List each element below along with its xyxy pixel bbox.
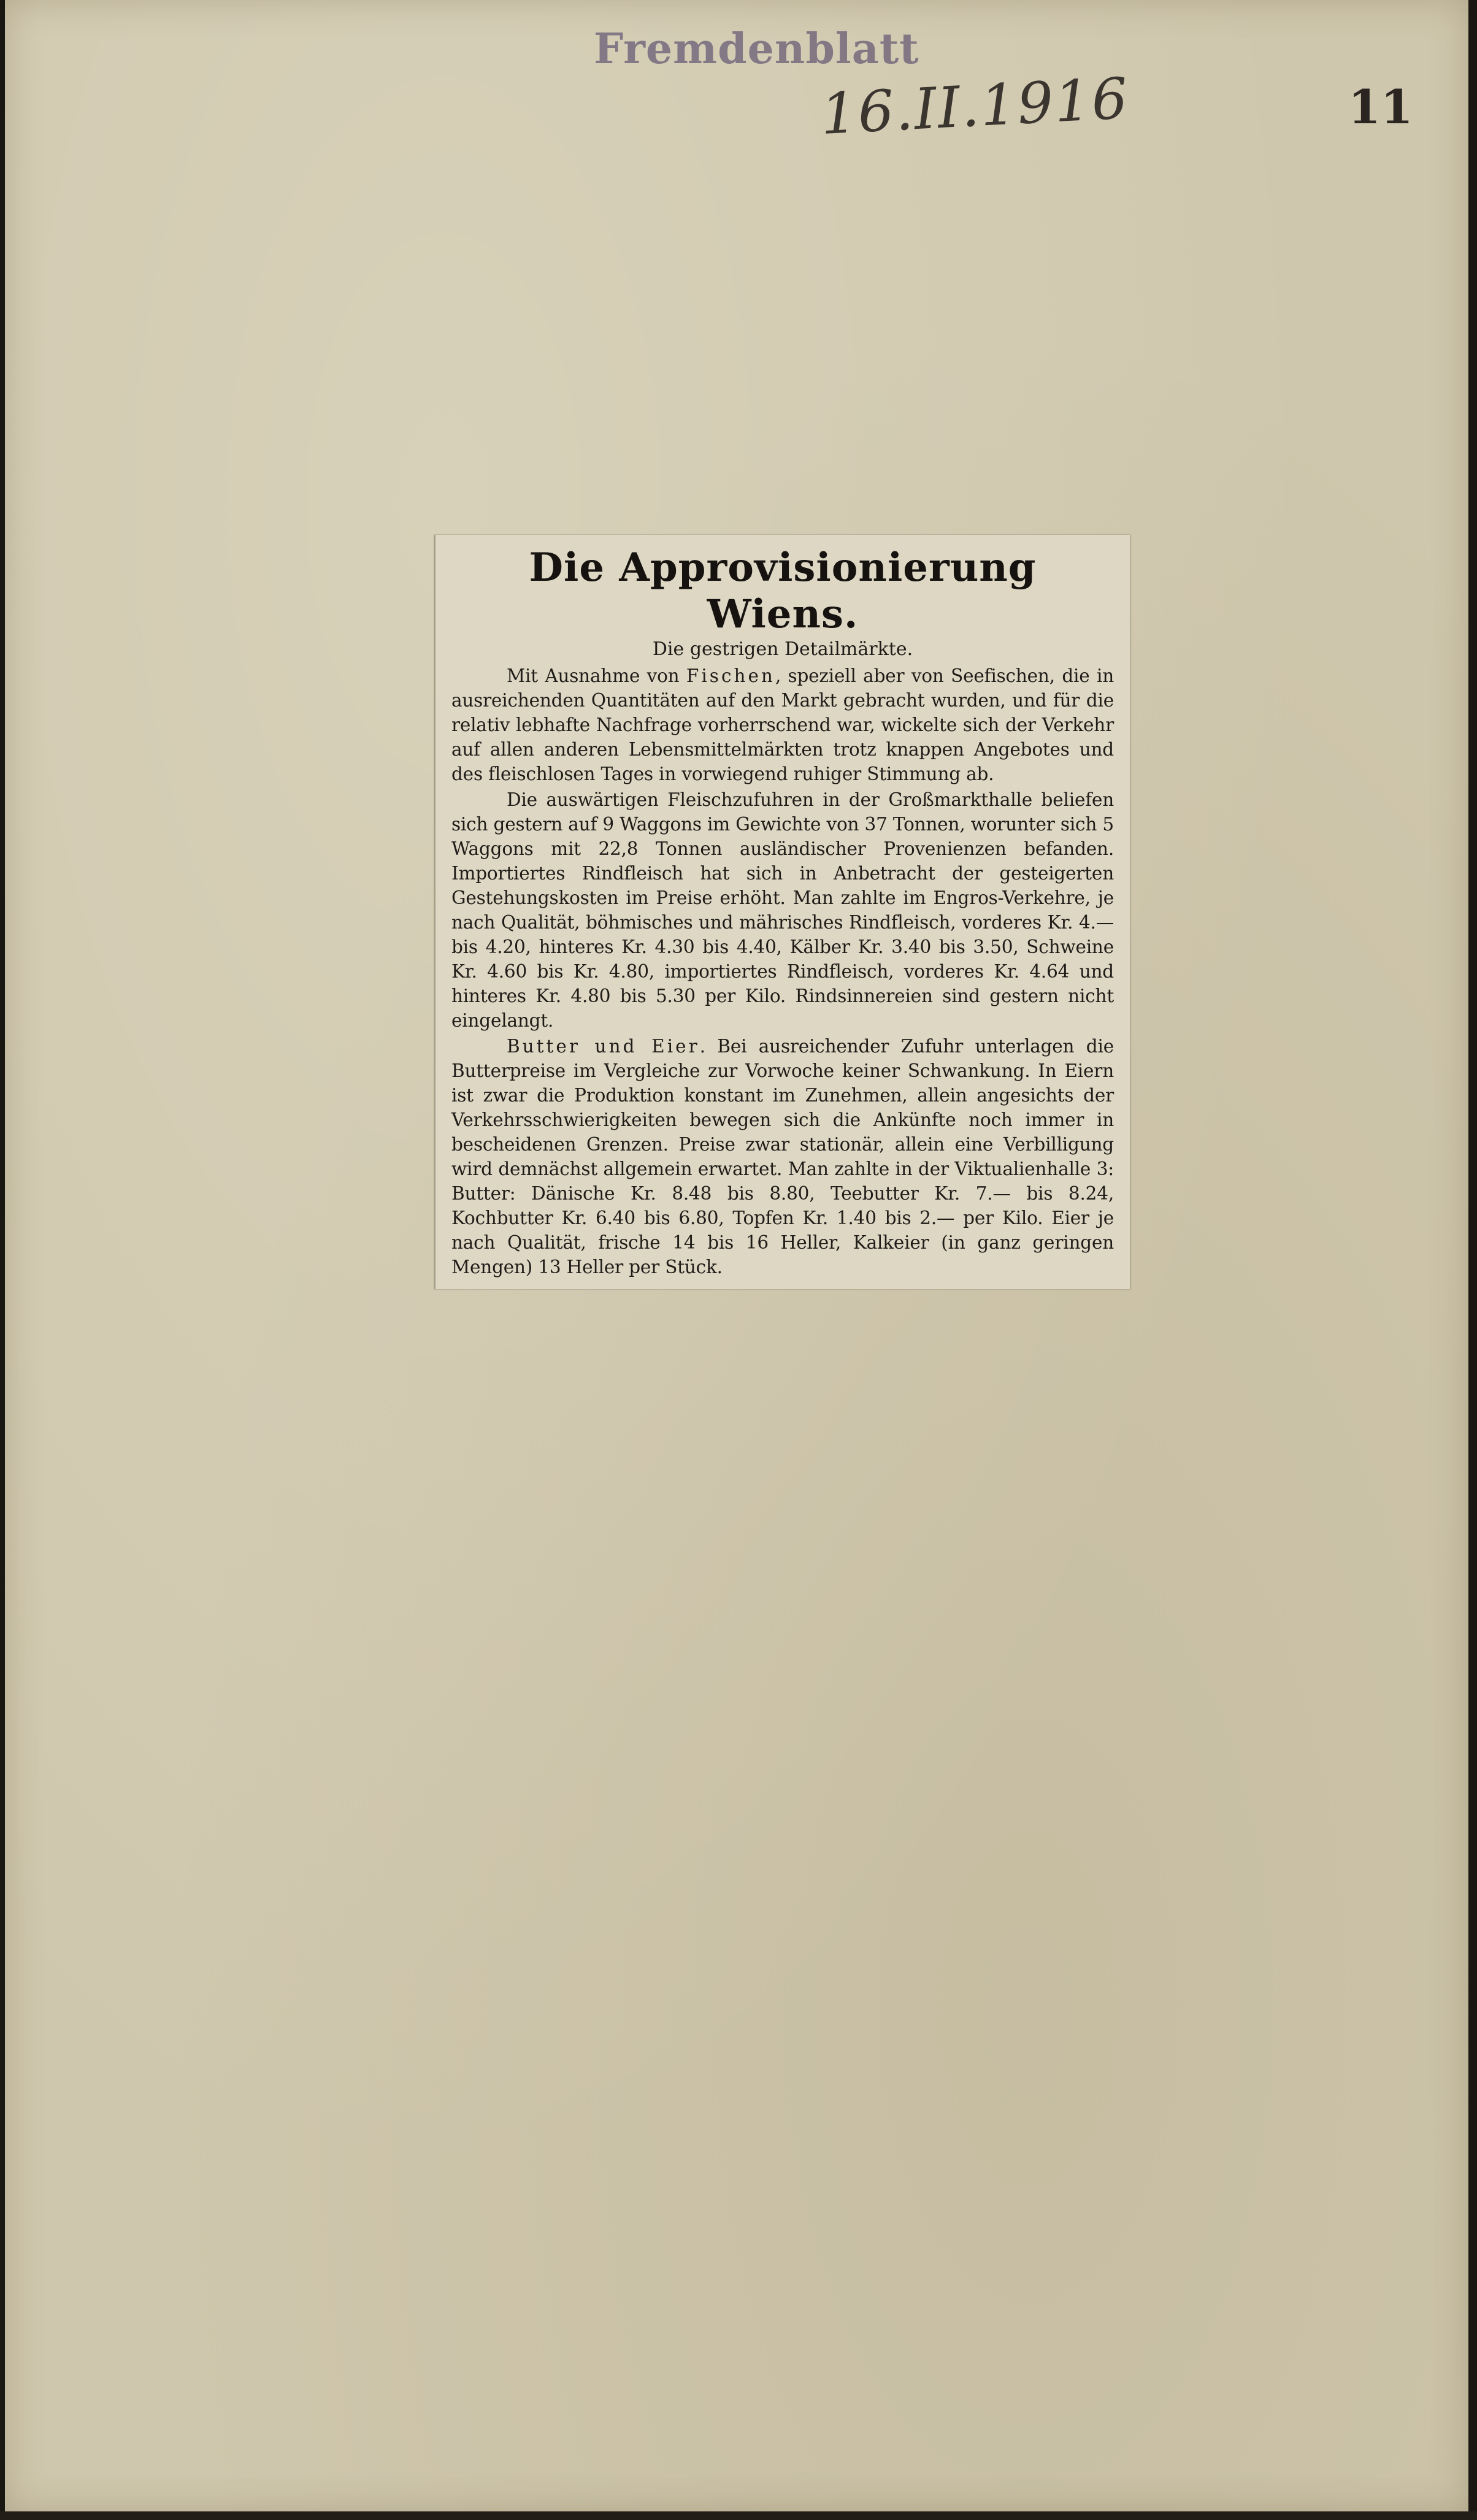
paragraph-1-lead: Mit Ausnahme von xyxy=(507,665,686,686)
scan-bottom-edge xyxy=(0,2511,1477,2520)
article-paragraph-3 xyxy=(451,1034,1114,1279)
paragraph-1-spaced: Fischen xyxy=(686,665,775,686)
article-paragraph-2 xyxy=(451,787,1114,1033)
newspaper-clipping xyxy=(434,535,1130,1289)
article-paragraph-1 xyxy=(451,664,1114,786)
newspaper-stamp: Fremdenblatt xyxy=(594,25,919,74)
paragraph-2-lead: Die auswärtigen Fleischzufuhren in der Großmarkthalle beliefen sich gestern auf 9 Waggons im Gewichte von 37 Tonnen, worunter sich 5 Waggons mit 22,8 Tonnen ausländischer Provenienzen befanden. Importiertes Rindfleisch hat sich in Anbetracht der gesteigerten Gestehungskosten im Preise erhöht. Man zahlte im Engros-Verkehre, je nach Qualität, böhmisches und mährisches Rindfleisch, vorderes Kr. 4.— bis 4.20, hinteres Kr. 4.30 bis 4.40, Kälber Kr. 3.40 bis 3.50, Schweine Kr. 4.60 bis Kr. 4.80, importiertes Rindfleisch, vorderes Kr. 4.64 und hinteres Kr. 4.80 bis 5.30 per Kilo. Rindsinnereien sind gestern nicht eingelangt. xyxy=(451,789,1114,1031)
paragraph-1-rest: , speziell aber von Seefischen, die in ausreichenden Quantitäten auf den Markt gebracht wurden, und für die relativ lebhafte Nachfrage vorherrschend war, wickelte sich der Verkehr auf allen anderen Lebensmittelmärkten trotz knappen Angebotes und des fleischlosen Tages in vorwiegend ruhiger Stimmung ab. xyxy=(451,665,1114,784)
paragraph-3-spaced: Butter und Eier xyxy=(507,1036,700,1057)
archive-sheet xyxy=(5,0,1468,2511)
paragraph-3-rest: . Bei ausreichender Zufuhr unterlagen die Butterpreise im Vergleiche zur Vorwoche keiner Schwankung. In Eiern ist zwar die Produktion konstant im Zunehmen, allein angesichts der Verkehrsschwierigkeiten bewegen sich die Ankünfte noch immer in bescheidenen Grenzen. Preise zwar stationär, allein eine Verbilligung wird demnächst allgemein erwartet. Man zahlte in der Viktualienhalle 3: Butter: Dänische Kr. 8.48 bis 8.80, Teebutter Kr. 7.— bis 8.24, Kochbutter Kr. 6.40 bis 6.80, Topfen Kr. 1.40 bis 2.— per Kilo. Eier je nach Qualität, frische 14 bis 16 Heller, Kalkeier (in ganz geringen Mengen) 13 Heller per Stück. xyxy=(451,1036,1114,1277)
page-number: 11 xyxy=(1348,80,1413,134)
article-title: Die Approvisionierung Wiens. xyxy=(529,545,1037,637)
handwritten-date: 16.II.1916 xyxy=(819,65,1130,148)
article-subtitle: Die gestrigen Detailmärkte. xyxy=(652,638,913,660)
